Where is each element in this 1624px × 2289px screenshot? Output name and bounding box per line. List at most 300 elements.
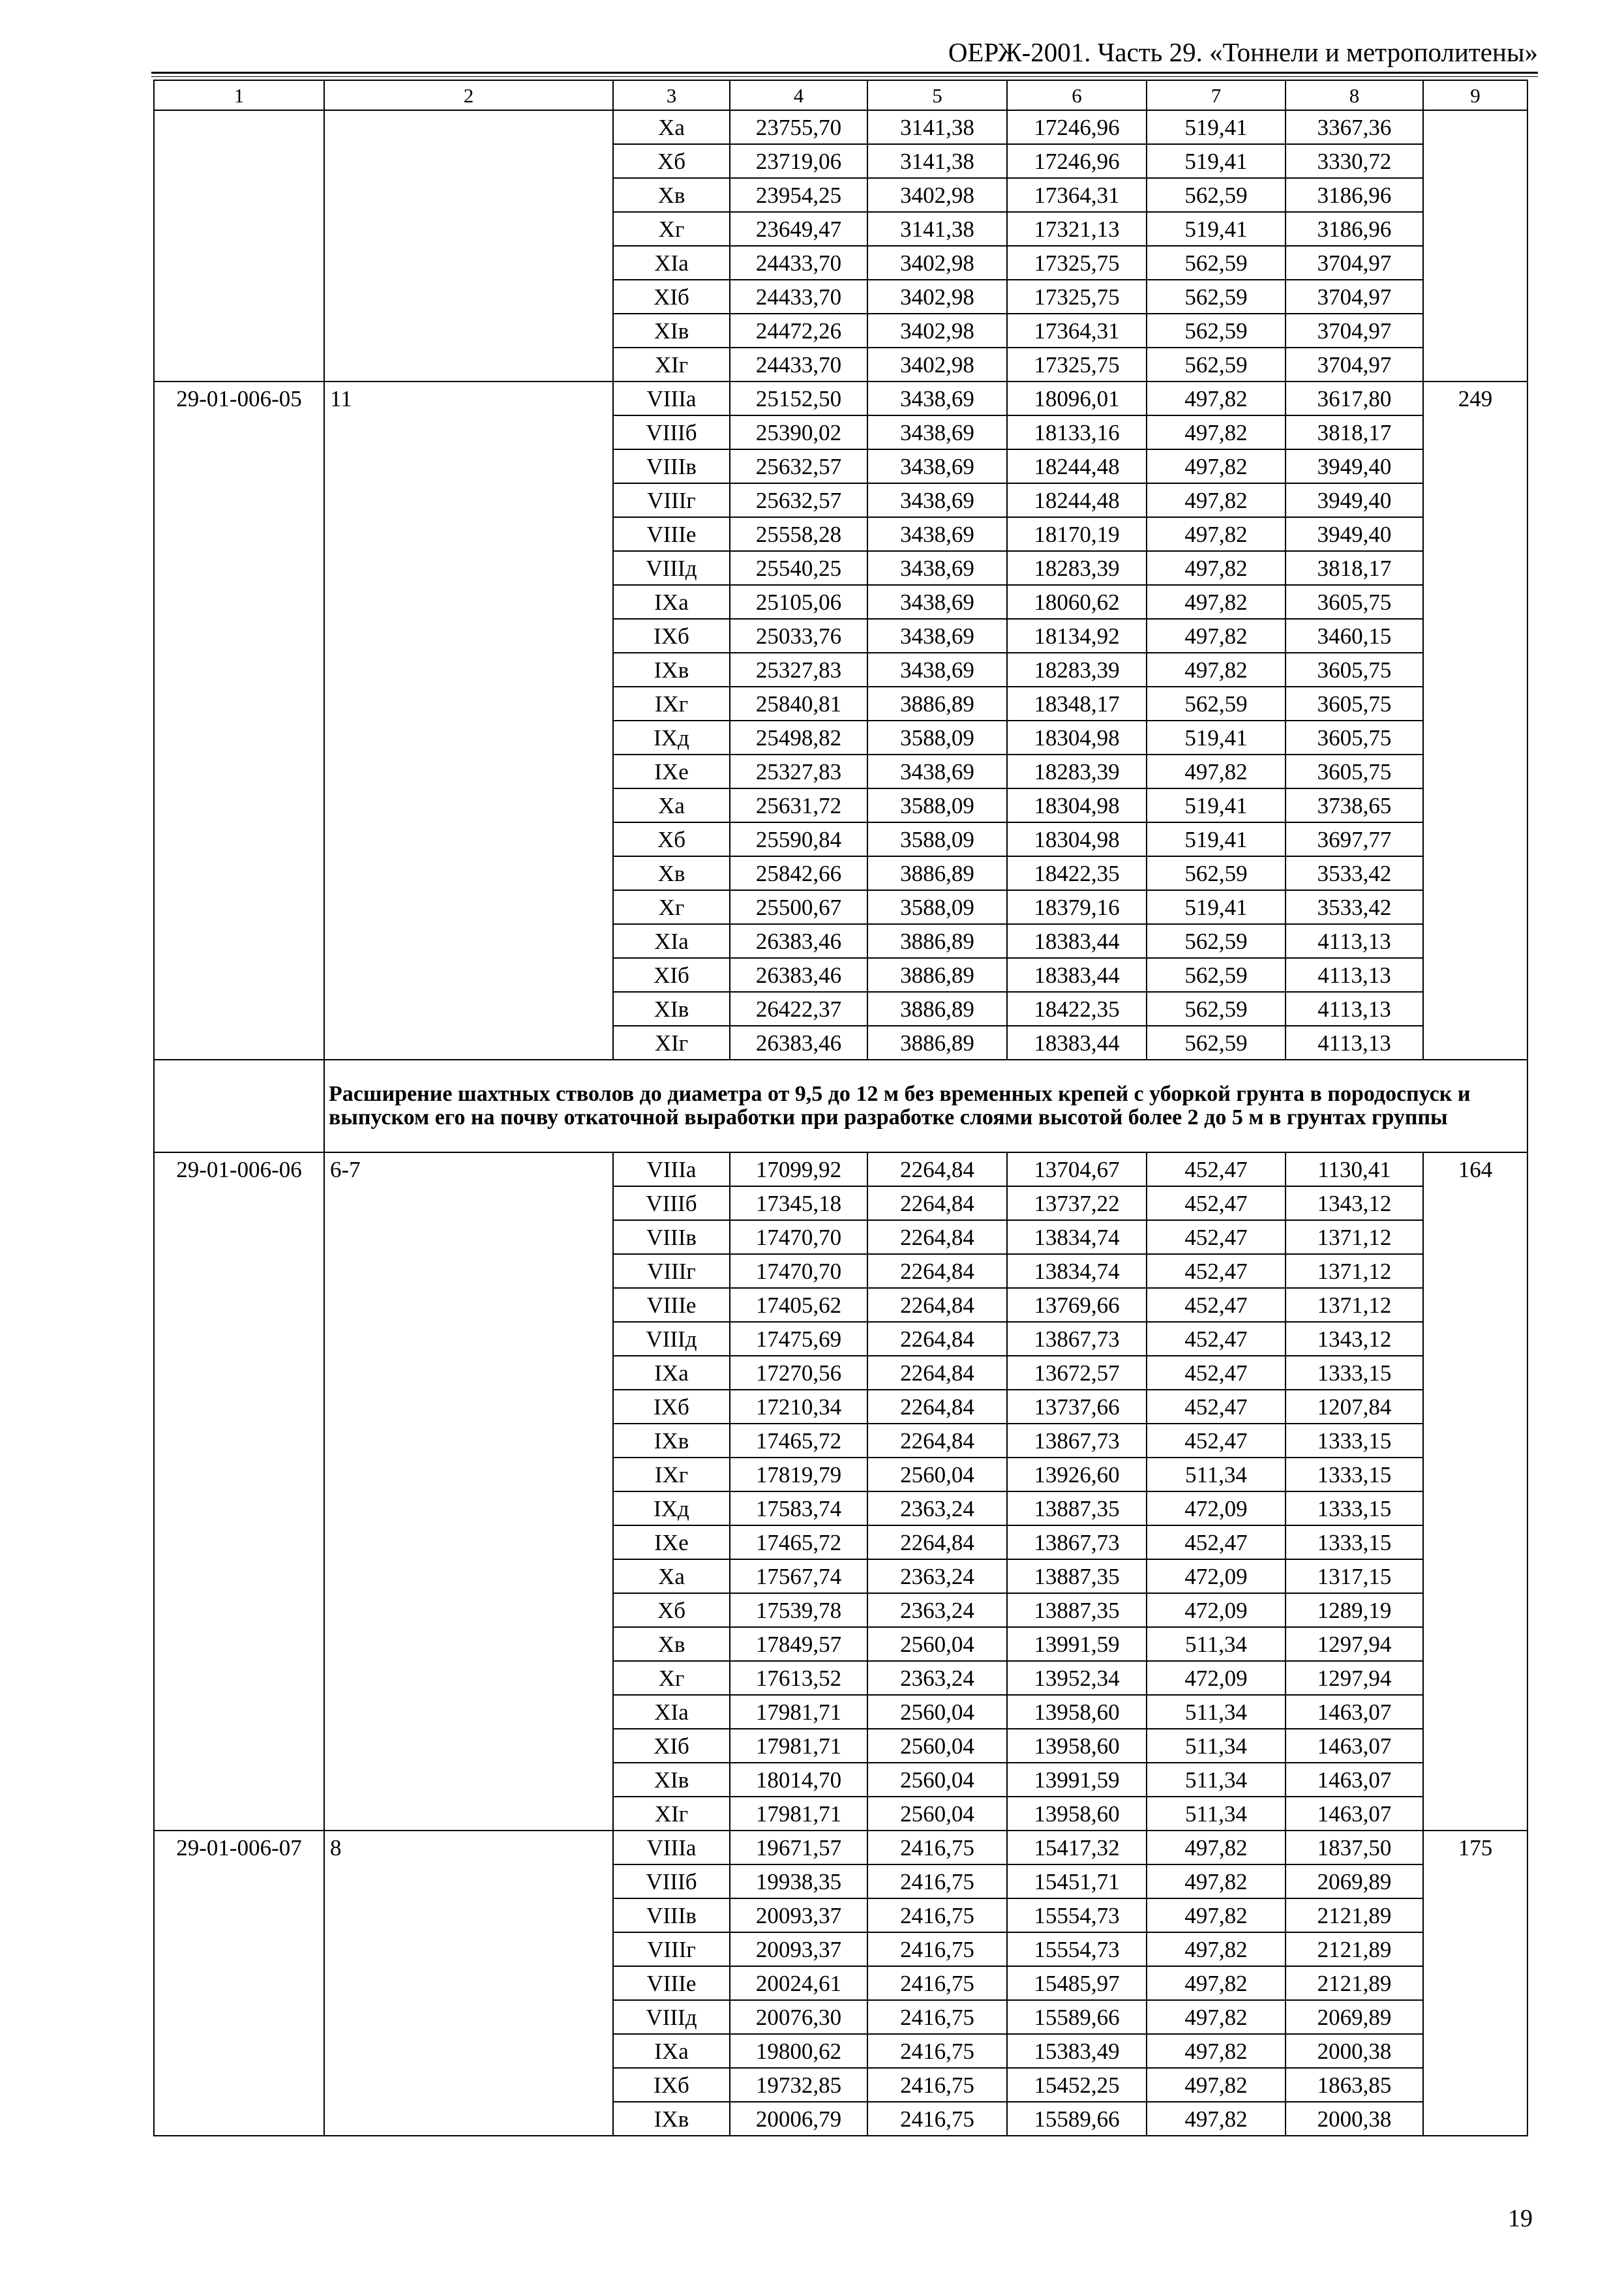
class-cell: IXа — [613, 2034, 730, 2068]
wages-cell: 3886,89 — [867, 924, 1007, 958]
machinist-wages-cell: 562,59 — [1147, 280, 1286, 314]
class-cell: Xг — [613, 890, 730, 924]
table-row — [154, 1152, 1527, 1186]
class-cell: VIIIб — [613, 1186, 730, 1220]
machines-cell: 18170,19 — [1007, 517, 1147, 551]
machines-cell: 18283,39 — [1007, 755, 1147, 788]
total-cost-cell: 25033,76 — [730, 619, 867, 653]
materials-cell: 1333,15 — [1286, 1525, 1423, 1559]
materials-cell: 3818,17 — [1286, 415, 1423, 449]
machines-cell: 13991,59 — [1007, 1627, 1147, 1661]
class-cell: VIIIв — [613, 449, 730, 483]
wages-cell: 3588,09 — [867, 788, 1007, 822]
total-cost-cell: 25105,06 — [730, 585, 867, 619]
machines-cell: 13867,73 — [1007, 1322, 1147, 1356]
machinist-wages-cell: 452,47 — [1147, 1152, 1286, 1186]
worker-count: 175 — [1423, 1831, 1527, 2136]
class-cell: IXв — [613, 2102, 730, 2136]
machines-cell: 15485,97 — [1007, 1966, 1147, 2000]
total-cost-cell: 26422,37 — [730, 992, 867, 1026]
total-cost-cell: 19732,85 — [730, 2068, 867, 2102]
table-row — [154, 382, 1527, 415]
machines-cell: 13952,34 — [1007, 1661, 1147, 1695]
column-number: 6 — [1007, 80, 1147, 110]
materials-cell: 3617,80 — [1286, 382, 1423, 415]
materials-cell: 3533,42 — [1286, 890, 1423, 924]
class-cell: IXв — [613, 653, 730, 687]
machinist-wages-cell: 497,82 — [1147, 755, 1286, 788]
machines-cell: 18060,62 — [1007, 585, 1147, 619]
class-cell: VIIIд — [613, 1322, 730, 1356]
wages-cell: 3438,69 — [867, 653, 1007, 687]
materials-cell: 2069,89 — [1286, 2000, 1423, 2034]
class-cell: XIа — [613, 1695, 730, 1729]
materials-cell: 1289,19 — [1286, 1593, 1423, 1627]
wages-cell: 3886,89 — [867, 1026, 1007, 1060]
wages-cell: 2264,84 — [867, 1525, 1007, 1559]
wages-cell: 3402,98 — [867, 348, 1007, 382]
total-cost-cell: 25558,28 — [730, 517, 867, 551]
total-cost-cell: 25631,72 — [730, 788, 867, 822]
class-cell: XIв — [613, 1763, 730, 1797]
class-cell: Xг — [613, 1661, 730, 1695]
machines-cell: 15589,66 — [1007, 2000, 1147, 2034]
machinist-wages-cell: 472,09 — [1147, 1559, 1286, 1593]
wages-cell: 2416,75 — [867, 2034, 1007, 2068]
class-cell: IXа — [613, 585, 730, 619]
materials-cell: 3704,97 — [1286, 314, 1423, 348]
rates-table-body — [154, 80, 1527, 2136]
machinist-wages-cell: 562,59 — [1147, 856, 1286, 890]
materials-cell: 2121,89 — [1286, 1898, 1423, 1932]
total-cost-cell: 17099,92 — [730, 1152, 867, 1186]
materials-cell: 1837,50 — [1286, 1831, 1423, 1864]
wages-cell: 3438,69 — [867, 449, 1007, 483]
materials-cell: 1333,15 — [1286, 1458, 1423, 1491]
class-cell: XIб — [613, 1729, 730, 1763]
total-cost-cell: 17475,69 — [730, 1322, 867, 1356]
materials-cell: 4113,13 — [1286, 992, 1423, 1026]
wages-cell: 3886,89 — [867, 687, 1007, 721]
materials-cell: 3367,36 — [1286, 110, 1423, 144]
page-header-title: ОЕРЖ-2001. Часть 29. «Тоннели и метрополитены» — [948, 37, 1538, 67]
materials-cell: 2069,89 — [1286, 1864, 1423, 1898]
wages-cell: 2416,75 — [867, 1898, 1007, 1932]
materials-cell: 3186,96 — [1286, 212, 1423, 246]
wages-cell: 2363,24 — [867, 1593, 1007, 1627]
machinist-wages-cell: 497,82 — [1147, 653, 1286, 687]
machines-cell: 18348,17 — [1007, 687, 1147, 721]
header-rule — [151, 72, 1538, 74]
wages-cell: 3402,98 — [867, 314, 1007, 348]
column-number: 9 — [1423, 80, 1527, 110]
column-number-row — [154, 80, 1527, 110]
machines-cell: 13834,74 — [1007, 1254, 1147, 1288]
total-cost-cell: 26383,46 — [730, 958, 867, 992]
wages-cell: 3141,38 — [867, 212, 1007, 246]
section-heading: Расширение шахтных стволов до диаметра от 9,5 до 12 м без временных крепей с уборкой грунта в породоспуск и выпуском его на почву откаточной выработки при разработке слоями высотой более 2 до 5 м в грунтах группы — [324, 1060, 1527, 1152]
machinist-wages-cell: 452,47 — [1147, 1288, 1286, 1322]
machines-cell: 15554,73 — [1007, 1898, 1147, 1932]
machines-cell: 13958,60 — [1007, 1797, 1147, 1831]
machines-cell: 18422,35 — [1007, 992, 1147, 1026]
total-cost-cell: 26383,46 — [730, 924, 867, 958]
machines-cell: 13672,57 — [1007, 1356, 1147, 1390]
machinist-wages-cell: 511,34 — [1147, 1695, 1286, 1729]
worker-count: 249 — [1423, 382, 1527, 1060]
machinist-wages-cell: 452,47 — [1147, 1424, 1286, 1458]
total-cost-cell: 17583,74 — [730, 1491, 867, 1525]
machinist-wages-cell: 497,82 — [1147, 619, 1286, 653]
machines-cell: 13867,73 — [1007, 1424, 1147, 1458]
table-row — [154, 110, 1527, 144]
wages-cell: 3402,98 — [867, 246, 1007, 280]
total-cost-cell: 25498,82 — [730, 721, 867, 755]
materials-cell: 3605,75 — [1286, 585, 1423, 619]
machinist-wages-cell: 452,47 — [1147, 1254, 1286, 1288]
machinist-wages-cell: 562,59 — [1147, 924, 1286, 958]
materials-cell: 1371,12 — [1286, 1220, 1423, 1254]
class-cell: Xв — [613, 178, 730, 212]
machines-cell: 17325,75 — [1007, 246, 1147, 280]
machines-cell: 13887,35 — [1007, 1559, 1147, 1593]
machinist-wages-cell: 511,34 — [1147, 1458, 1286, 1491]
wages-cell: 3438,69 — [867, 517, 1007, 551]
wages-cell: 2416,75 — [867, 1864, 1007, 1898]
machinist-wages-cell: 511,34 — [1147, 1627, 1286, 1661]
wages-cell: 2560,04 — [867, 1695, 1007, 1729]
total-cost-cell: 19671,57 — [730, 1831, 867, 1864]
class-cell: IXд — [613, 1491, 730, 1525]
machines-cell: 18283,39 — [1007, 551, 1147, 585]
total-cost-cell: 20024,61 — [730, 1966, 867, 2000]
machines-cell: 17364,31 — [1007, 314, 1147, 348]
machinist-wages-cell: 519,41 — [1147, 822, 1286, 856]
total-cost-cell: 17270,56 — [730, 1356, 867, 1390]
machines-cell: 13769,66 — [1007, 1288, 1147, 1322]
class-cell: IXг — [613, 1458, 730, 1491]
machinist-wages-cell: 497,82 — [1147, 483, 1286, 517]
wages-cell: 3402,98 — [867, 280, 1007, 314]
machines-cell: 13887,35 — [1007, 1593, 1147, 1627]
empty-cell — [154, 1060, 324, 1152]
machines-cell: 17364,31 — [1007, 178, 1147, 212]
materials-cell: 1463,07 — [1286, 1763, 1423, 1797]
wages-cell: 2264,84 — [867, 1220, 1007, 1254]
machinist-wages-cell: 511,34 — [1147, 1797, 1286, 1831]
total-cost-cell: 23954,25 — [730, 178, 867, 212]
class-cell: VIIIе — [613, 1966, 730, 2000]
materials-cell: 1463,07 — [1286, 1729, 1423, 1763]
wages-cell: 2363,24 — [867, 1491, 1007, 1525]
total-cost-cell: 17539,78 — [730, 1593, 867, 1627]
section-heading-row — [154, 1060, 1527, 1152]
class-cell: Xв — [613, 856, 730, 890]
materials-cell: 3605,75 — [1286, 653, 1423, 687]
class-cell: VIIIа — [613, 382, 730, 415]
total-cost-cell: 20076,30 — [730, 2000, 867, 2034]
wages-cell: 3588,09 — [867, 721, 1007, 755]
machinist-wages-cell: 497,82 — [1147, 585, 1286, 619]
materials-cell: 4113,13 — [1286, 924, 1423, 958]
total-cost-cell: 17613,52 — [730, 1661, 867, 1695]
class-cell: XIб — [613, 958, 730, 992]
class-cell: Xа — [613, 110, 730, 144]
machines-cell: 13737,22 — [1007, 1186, 1147, 1220]
total-cost-cell: 24433,70 — [730, 246, 867, 280]
materials-cell: 1207,84 — [1286, 1390, 1423, 1424]
column-number: 4 — [730, 80, 867, 110]
total-cost-cell: 25540,25 — [730, 551, 867, 585]
wages-cell: 3438,69 — [867, 382, 1007, 415]
class-cell: XIг — [613, 1797, 730, 1831]
materials-cell: 3533,42 — [1286, 856, 1423, 890]
total-cost-cell: 17819,79 — [730, 1458, 867, 1491]
total-cost-cell: 25842,66 — [730, 856, 867, 890]
materials-cell: 3186,96 — [1286, 178, 1423, 212]
machinist-wages-cell: 519,41 — [1147, 788, 1286, 822]
materials-cell: 3949,40 — [1286, 449, 1423, 483]
materials-cell: 1317,15 — [1286, 1559, 1423, 1593]
machinist-wages-cell: 497,82 — [1147, 517, 1286, 551]
wages-cell: 3438,69 — [867, 755, 1007, 788]
machinist-wages-cell: 519,41 — [1147, 721, 1286, 755]
class-cell: VIIIа — [613, 1831, 730, 1864]
soil-group — [324, 110, 613, 382]
machinist-wages-cell: 472,09 — [1147, 1661, 1286, 1695]
machinist-wages-cell: 562,59 — [1147, 992, 1286, 1026]
soil-group: 8 — [324, 1831, 613, 2136]
total-cost-cell: 17465,72 — [730, 1525, 867, 1559]
wages-cell: 3438,69 — [867, 415, 1007, 449]
wages-cell: 3438,69 — [867, 585, 1007, 619]
materials-cell: 3704,97 — [1286, 348, 1423, 382]
class-cell: IXв — [613, 1424, 730, 1458]
machinist-wages-cell: 497,82 — [1147, 1864, 1286, 1898]
machinist-wages-cell: 452,47 — [1147, 1220, 1286, 1254]
wages-cell: 2264,84 — [867, 1356, 1007, 1390]
soil-group: 6-7 — [324, 1152, 613, 1831]
total-cost-cell: 17405,62 — [730, 1288, 867, 1322]
machinist-wages-cell: 562,59 — [1147, 314, 1286, 348]
machines-cell: 18304,98 — [1007, 721, 1147, 755]
rates-table — [153, 80, 1528, 2136]
materials-cell: 3605,75 — [1286, 687, 1423, 721]
class-cell: VIIIе — [613, 517, 730, 551]
materials-cell: 3704,97 — [1286, 280, 1423, 314]
class-cell: VIIIб — [613, 415, 730, 449]
materials-cell: 1343,12 — [1286, 1186, 1423, 1220]
machinist-wages-cell: 497,82 — [1147, 2000, 1286, 2034]
wages-cell: 3402,98 — [867, 178, 1007, 212]
wages-cell: 2560,04 — [867, 1729, 1007, 1763]
class-cell: Xб — [613, 144, 730, 178]
class-cell: VIIIг — [613, 1932, 730, 1966]
total-cost-cell: 18014,70 — [730, 1763, 867, 1797]
wages-cell: 2560,04 — [867, 1627, 1007, 1661]
materials-cell: 1371,12 — [1286, 1254, 1423, 1288]
machinist-wages-cell: 472,09 — [1147, 1593, 1286, 1627]
wages-cell: 2416,75 — [867, 1831, 1007, 1864]
class-cell: IXб — [613, 2068, 730, 2102]
machinist-wages-cell: 497,82 — [1147, 415, 1286, 449]
machinist-wages-cell: 472,09 — [1147, 1491, 1286, 1525]
machinist-wages-cell: 519,41 — [1147, 144, 1286, 178]
machinist-wages-cell: 562,59 — [1147, 687, 1286, 721]
machinist-wages-cell: 562,59 — [1147, 348, 1286, 382]
total-cost-cell: 25632,57 — [730, 483, 867, 517]
class-cell: Xб — [613, 1593, 730, 1627]
wages-cell: 2416,75 — [867, 2000, 1007, 2034]
total-cost-cell: 20093,37 — [730, 1898, 867, 1932]
materials-cell: 1297,94 — [1286, 1627, 1423, 1661]
wages-cell: 2416,75 — [867, 2102, 1007, 2136]
machinist-wages-cell: 497,82 — [1147, 382, 1286, 415]
total-cost-cell: 25327,83 — [730, 755, 867, 788]
machines-cell: 18244,48 — [1007, 483, 1147, 517]
machines-cell: 13704,67 — [1007, 1152, 1147, 1186]
machines-cell: 18304,98 — [1007, 788, 1147, 822]
rate-code: 29-01-006-07 — [154, 1831, 324, 2136]
total-cost-cell: 17981,71 — [730, 1797, 867, 1831]
materials-cell: 3605,75 — [1286, 721, 1423, 755]
wages-cell: 2264,84 — [867, 1424, 1007, 1458]
class-cell: XIг — [613, 348, 730, 382]
machinist-wages-cell: 511,34 — [1147, 1729, 1286, 1763]
wages-cell: 3438,69 — [867, 483, 1007, 517]
materials-cell: 2000,38 — [1286, 2102, 1423, 2136]
wages-cell: 2264,84 — [867, 1288, 1007, 1322]
header-rule-thin — [151, 76, 1538, 77]
materials-cell: 2121,89 — [1286, 1966, 1423, 2000]
materials-cell: 3330,72 — [1286, 144, 1423, 178]
machines-cell: 15452,25 — [1007, 2068, 1147, 2102]
total-cost-cell: 24433,70 — [730, 348, 867, 382]
materials-cell: 2121,89 — [1286, 1932, 1423, 1966]
wages-cell: 2363,24 — [867, 1661, 1007, 1695]
materials-cell: 4113,13 — [1286, 1026, 1423, 1060]
wages-cell: 3588,09 — [867, 890, 1007, 924]
wages-cell: 3438,69 — [867, 619, 1007, 653]
total-cost-cell: 19800,62 — [730, 2034, 867, 2068]
total-cost-cell: 25327,83 — [730, 653, 867, 687]
machinist-wages-cell: 497,82 — [1147, 1966, 1286, 2000]
machinist-wages-cell: 452,47 — [1147, 1525, 1286, 1559]
materials-cell: 1333,15 — [1286, 1424, 1423, 1458]
machines-cell: 17246,96 — [1007, 144, 1147, 178]
materials-cell: 1333,15 — [1286, 1356, 1423, 1390]
machinist-wages-cell: 519,41 — [1147, 110, 1286, 144]
class-cell: XIг — [613, 1026, 730, 1060]
machines-cell: 15589,66 — [1007, 2102, 1147, 2136]
total-cost-cell: 17465,72 — [730, 1424, 867, 1458]
machinist-wages-cell: 511,34 — [1147, 1763, 1286, 1797]
total-cost-cell: 25840,81 — [730, 687, 867, 721]
wages-cell: 3886,89 — [867, 958, 1007, 992]
machines-cell: 13958,60 — [1007, 1695, 1147, 1729]
column-number: 5 — [867, 80, 1007, 110]
total-cost-cell: 25500,67 — [730, 890, 867, 924]
total-cost-cell: 17345,18 — [730, 1186, 867, 1220]
materials-cell: 1130,41 — [1286, 1152, 1423, 1186]
total-cost-cell: 25152,50 — [730, 382, 867, 415]
machines-cell: 17246,96 — [1007, 110, 1147, 144]
column-number: 2 — [324, 80, 613, 110]
machines-cell: 13834,74 — [1007, 1220, 1147, 1254]
column-number: 3 — [613, 80, 730, 110]
wages-cell: 2416,75 — [867, 1966, 1007, 2000]
class-cell: VIIIг — [613, 1254, 730, 1288]
materials-cell: 3704,97 — [1286, 246, 1423, 280]
total-cost-cell: 17981,71 — [730, 1695, 867, 1729]
class-cell: IXе — [613, 755, 730, 788]
wages-cell: 2264,84 — [867, 1254, 1007, 1288]
wages-cell: 2264,84 — [867, 1390, 1007, 1424]
class-cell: VIIIг — [613, 483, 730, 517]
machinist-wages-cell: 497,82 — [1147, 1898, 1286, 1932]
machinist-wages-cell: 497,82 — [1147, 1932, 1286, 1966]
machinist-wages-cell: 562,59 — [1147, 178, 1286, 212]
machines-cell: 13887,35 — [1007, 1491, 1147, 1525]
machinist-wages-cell: 497,82 — [1147, 551, 1286, 585]
wages-cell: 3886,89 — [867, 856, 1007, 890]
total-cost-cell: 17981,71 — [730, 1729, 867, 1763]
machinist-wages-cell: 452,47 — [1147, 1390, 1286, 1424]
class-cell: VIIIа — [613, 1152, 730, 1186]
wages-cell: 2264,84 — [867, 1152, 1007, 1186]
machines-cell: 13958,60 — [1007, 1729, 1147, 1763]
rate-code — [154, 110, 324, 382]
total-cost-cell: 25632,57 — [730, 449, 867, 483]
materials-cell: 3605,75 — [1286, 755, 1423, 788]
machinist-wages-cell: 497,82 — [1147, 2068, 1286, 2102]
wages-cell: 2560,04 — [867, 1458, 1007, 1491]
machinist-wages-cell: 562,59 — [1147, 958, 1286, 992]
materials-cell: 3818,17 — [1286, 551, 1423, 585]
class-cell: Xв — [613, 1627, 730, 1661]
materials-cell: 4113,13 — [1286, 958, 1423, 992]
machines-cell: 18096,01 — [1007, 382, 1147, 415]
materials-cell: 1343,12 — [1286, 1322, 1423, 1356]
total-cost-cell: 17849,57 — [730, 1627, 867, 1661]
soil-group: 11 — [324, 382, 613, 1060]
class-cell: Xа — [613, 1559, 730, 1593]
wages-cell: 2560,04 — [867, 1763, 1007, 1797]
class-cell: VIIIв — [613, 1220, 730, 1254]
total-cost-cell: 17210,34 — [730, 1390, 867, 1424]
column-number: 1 — [154, 80, 324, 110]
machines-cell: 13737,66 — [1007, 1390, 1147, 1424]
page-number: 19 — [1508, 2205, 1533, 2232]
materials-cell: 3738,65 — [1286, 788, 1423, 822]
machines-cell: 18383,44 — [1007, 924, 1147, 958]
total-cost-cell: 23649,47 — [730, 212, 867, 246]
class-cell: Xа — [613, 788, 730, 822]
materials-cell: 2000,38 — [1286, 2034, 1423, 2068]
machines-cell: 15417,32 — [1007, 1831, 1147, 1864]
materials-cell: 1863,85 — [1286, 2068, 1423, 2102]
total-cost-cell: 17470,70 — [730, 1254, 867, 1288]
total-cost-cell: 20093,37 — [730, 1932, 867, 1966]
class-cell: Xб — [613, 822, 730, 856]
machines-cell: 17321,13 — [1007, 212, 1147, 246]
wages-cell: 3438,69 — [867, 551, 1007, 585]
wages-cell: 2264,84 — [867, 1186, 1007, 1220]
machines-cell: 18383,44 — [1007, 958, 1147, 992]
machines-cell: 18379,16 — [1007, 890, 1147, 924]
machinist-wages-cell: 497,82 — [1147, 2034, 1286, 2068]
class-cell: IXб — [613, 1390, 730, 1424]
